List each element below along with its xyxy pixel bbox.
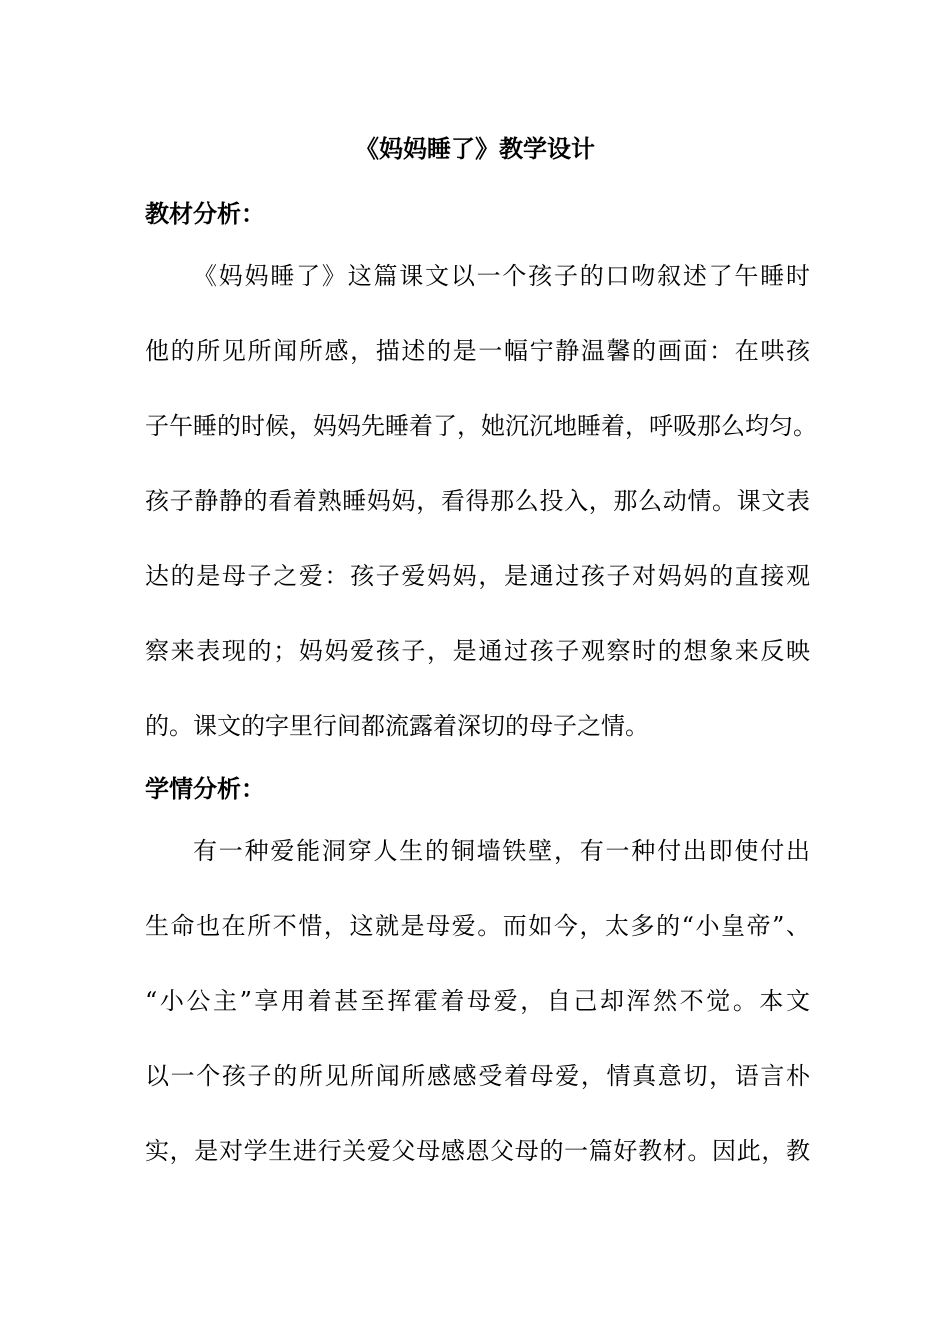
paragraph-line: 孩子静静的看着熟睡妈妈，看得那么投入，那么动情。课文表 — [145, 487, 810, 515]
paragraph-line: 达的是母子之爱：孩子爱妈妈，是通过孩子对妈妈的直接观 — [145, 562, 810, 590]
paragraph-line: 他的所见所闻所感，描述的是一幅宁静温馨的画面：在哄孩 — [145, 337, 810, 365]
document-title: 《妈妈睡了》教学设计 — [355, 135, 595, 163]
section-heading-textbook-analysis: 教材分析： — [145, 200, 265, 228]
paragraph-line: 实，是对学生进行关爱父母感恩父母的一篇好教材。因此，教 — [145, 1137, 810, 1165]
paragraph-line: 的。课文的字里行间都流露着深切的母子之情。 — [145, 712, 649, 740]
section-heading-student-analysis: 学情分析： — [145, 775, 265, 803]
paragraph-line: 生命也在所不惜，这就是母爱。而如今，太多的“小皇帝”、 — [145, 912, 810, 940]
paragraph-line: 有一种爱能洞穿人生的铜墙铁壁，有一种付出即使付出 — [193, 837, 810, 865]
paragraph-line: “小公主”享用着甚至挥霍着母爱，自己却浑然不觉。本文 — [145, 987, 810, 1015]
paragraph-line: 《妈妈睡了》这篇课文以一个孩子的口吻叙述了午睡时 — [193, 262, 810, 290]
paragraph-line: 察来表现的；妈妈爱孩子，是通过孩子观察时的想象来反映 — [145, 637, 810, 665]
paragraph-line: 以一个孩子的所见所闻所感感受着母爱，情真意切，语言朴 — [145, 1062, 810, 1090]
paragraph-line: 子午睡的时候，妈妈先睡着了，她沉沉地睡着，呼吸那么均匀。 — [145, 412, 817, 440]
